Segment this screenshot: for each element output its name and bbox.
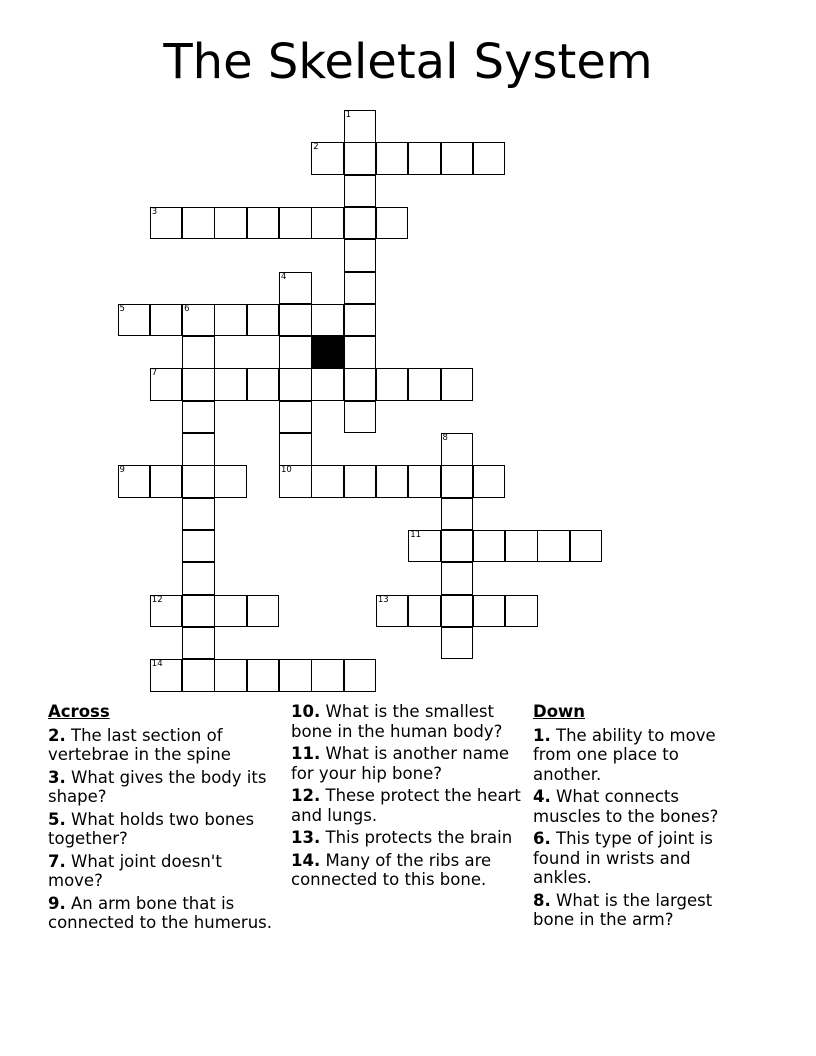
clue-text: The last section of vertebrae in the spine: [48, 725, 231, 764]
grid-cell[interactable]: [344, 304, 377, 337]
clue-text: This protects the brain: [325, 828, 513, 847]
clue-text: This type of joint is found in wrists and ankles.: [533, 829, 713, 887]
clue-number: 2.: [48, 725, 66, 745]
grid-cell[interactable]: [311, 465, 344, 498]
clue-number: 4.: [533, 787, 551, 806]
grid-cell[interactable]: [441, 627, 474, 660]
grid-cell[interactable]: [537, 530, 570, 563]
across-clue: [48, 894, 273, 933]
down-clue: [533, 891, 743, 930]
grid-cell[interactable]: [182, 207, 215, 240]
grid-cell[interactable]: [214, 465, 247, 498]
grid-cell[interactable]: [182, 659, 215, 692]
grid-cell[interactable]: [311, 659, 344, 692]
grid-cell[interactable]: [247, 207, 280, 240]
grid-cell[interactable]: [441, 368, 474, 401]
clue-number: 12.: [291, 786, 321, 805]
grid-cell[interactable]: [344, 110, 377, 143]
grid-cell[interactable]: [376, 595, 409, 628]
grid-cell[interactable]: [505, 530, 538, 563]
across-clue: [291, 786, 521, 825]
grid-cell[interactable]: [247, 595, 280, 628]
grid-cell[interactable]: [441, 465, 474, 498]
grid-cell[interactable]: [570, 530, 603, 563]
grid-cell[interactable]: [311, 304, 344, 337]
grid-cell[interactable]: [441, 142, 474, 175]
across-heading: Across: [48, 702, 110, 721]
grid-cell[interactable]: [214, 304, 247, 337]
grid-cell[interactable]: [376, 465, 409, 498]
clue-number: 6: [184, 303, 190, 314]
grid-cell[interactable]: [376, 142, 409, 175]
clue-text: An arm bone that is connected to the humerus.: [48, 893, 272, 932]
clue-number: 9: [119, 465, 125, 476]
grid-cell[interactable]: [150, 368, 183, 401]
grid-cell[interactable]: [182, 465, 215, 498]
clue-number: 3: [151, 206, 158, 217]
across-clue: [48, 810, 273, 849]
grid-cell[interactable]: [150, 207, 183, 240]
clue-number: 7.: [48, 851, 66, 871]
grid-cell[interactable]: [441, 530, 474, 563]
clue-number: 6.: [533, 829, 551, 848]
grid-cell[interactable]: [182, 401, 215, 434]
down-clue: [533, 726, 743, 785]
clue-text: What gives the body its shape?: [48, 767, 267, 806]
across-clue: [48, 726, 273, 765]
clue-text: What is another name for your hip bone?: [291, 744, 510, 783]
clue-number: 4: [281, 271, 287, 282]
clue-text: What joint doesn't move?: [48, 851, 222, 890]
grid-cell[interactable]: [182, 304, 215, 337]
grid-cell[interactable]: [441, 562, 474, 595]
grid-cell[interactable]: [279, 368, 312, 401]
grid-cell[interactable]: [344, 272, 377, 305]
puzzle-title: The Skeletal System: [163, 34, 653, 90]
grid-cell[interactable]: [473, 142, 506, 175]
clue-number: 12: [151, 594, 163, 605]
grid-cell[interactable]: [441, 498, 474, 531]
grid-cell[interactable]: [344, 142, 377, 175]
across-clue: [291, 744, 521, 783]
clue-text: What connects muscles to the bones?: [533, 787, 719, 826]
down-clue: [533, 787, 743, 826]
grid-cell[interactable]: [247, 368, 280, 401]
clue-number: 11.: [291, 744, 321, 763]
grid-cell[interactable]: [182, 627, 215, 660]
grid-cell[interactable]: [473, 530, 506, 563]
clue-text: What is the largest bone in the arm?: [533, 890, 713, 929]
grid-cell[interactable]: [441, 595, 474, 628]
across-clue: [291, 828, 521, 848]
grid-cell[interactable]: [344, 465, 377, 498]
grid-cell[interactable]: [279, 207, 312, 240]
grid-cell[interactable]: [182, 336, 215, 369]
grid-cell[interactable]: [214, 595, 247, 628]
grid-cell[interactable]: [344, 368, 377, 401]
clue-number: 1: [345, 110, 352, 120]
grid-cell[interactable]: [182, 562, 215, 595]
grid-cell[interactable]: [473, 465, 506, 498]
grid-cell[interactable]: [247, 659, 280, 692]
clue-number: 11: [410, 529, 422, 540]
grid-cell[interactable]: [279, 465, 312, 498]
grid-cell[interactable]: [344, 659, 377, 692]
clue-number: 2: [313, 142, 319, 153]
grid-cell[interactable]: [150, 595, 183, 628]
grid-cell[interactable]: [408, 368, 441, 401]
clue-number: 9.: [48, 893, 66, 913]
clue-text: The ability to move from one place to another.: [533, 725, 716, 784]
grid-cell[interactable]: [408, 465, 441, 498]
clue-text: What is the smallest bone in the human body?: [291, 702, 503, 741]
clue-number: 10: [281, 465, 292, 476]
grid-cell[interactable]: [118, 465, 151, 498]
grid-cell[interactable]: [182, 368, 215, 401]
clue-text: What holds two bones together?: [48, 809, 255, 848]
grid-cell[interactable]: [344, 207, 377, 240]
clue-number: 14: [151, 659, 163, 670]
across-clues-column: [48, 702, 273, 936]
grid-cell[interactable]: [279, 304, 312, 337]
grid-cell[interactable]: [150, 659, 183, 692]
grid-cell[interactable]: [214, 659, 247, 692]
grid-cell[interactable]: [150, 304, 183, 337]
grid-cell[interactable]: [118, 304, 151, 337]
clue-number: 3.: [48, 767, 66, 787]
grid-cell[interactable]: [279, 401, 312, 434]
grid-cell[interactable]: [344, 239, 377, 272]
grid-cell[interactable]: [376, 207, 409, 240]
grid-cell[interactable]: [441, 433, 474, 466]
grid-cell[interactable]: [408, 530, 441, 563]
grid-cell[interactable]: [344, 175, 377, 208]
across-clue: [48, 852, 273, 891]
clue-number: 13: [377, 594, 389, 605]
grid-cell[interactable]: [182, 433, 215, 466]
clue-text: Many of the ribs are connected to this bone.: [291, 850, 492, 889]
grid-cell[interactable]: [150, 465, 183, 498]
grid-cell[interactable]: [279, 433, 312, 466]
clue-number: 5.: [48, 809, 66, 829]
clue-number: 8.: [533, 890, 551, 910]
clue-text: These protect the heart and lungs.: [291, 786, 521, 825]
across-clue: [48, 768, 273, 807]
grid-cell[interactable]: [279, 272, 312, 305]
grid-cell[interactable]: [279, 659, 312, 692]
clue-number: 14.: [291, 850, 321, 870]
grid-cell[interactable]: [182, 595, 215, 628]
clue-number: 8: [442, 433, 448, 443]
black-square: [311, 336, 344, 369]
clue-number: 5: [119, 303, 125, 314]
grid-cell[interactable]: [279, 336, 312, 369]
down-clue: [533, 829, 743, 888]
across-clues-column-continued: [291, 702, 521, 893]
grid-cell[interactable]: [408, 142, 441, 175]
grid-cell[interactable]: [344, 401, 377, 434]
grid-cell[interactable]: [311, 142, 344, 175]
clue-number: 10.: [291, 702, 321, 721]
across-clue: [291, 851, 521, 890]
clue-number: 7: [151, 368, 158, 379]
clue-number: 1.: [533, 725, 551, 745]
grid-cell[interactable]: [376, 368, 409, 401]
grid-cell[interactable]: [182, 498, 215, 531]
grid-cell[interactable]: [182, 530, 215, 563]
down-heading: Down: [533, 702, 586, 721]
down-clues-column: [533, 702, 743, 933]
grid-cell[interactable]: [344, 336, 377, 369]
grid-cell[interactable]: [247, 304, 280, 337]
clue-number: 13.: [291, 828, 321, 847]
grid-cell[interactable]: [311, 207, 344, 240]
grid-cell[interactable]: [473, 595, 506, 628]
grid-cell[interactable]: [214, 207, 247, 240]
across-clue: [291, 702, 521, 741]
grid-cell[interactable]: [214, 368, 247, 401]
grid-cell[interactable]: [311, 368, 344, 401]
grid-cell[interactable]: [408, 595, 441, 628]
grid-cell[interactable]: [505, 595, 538, 628]
